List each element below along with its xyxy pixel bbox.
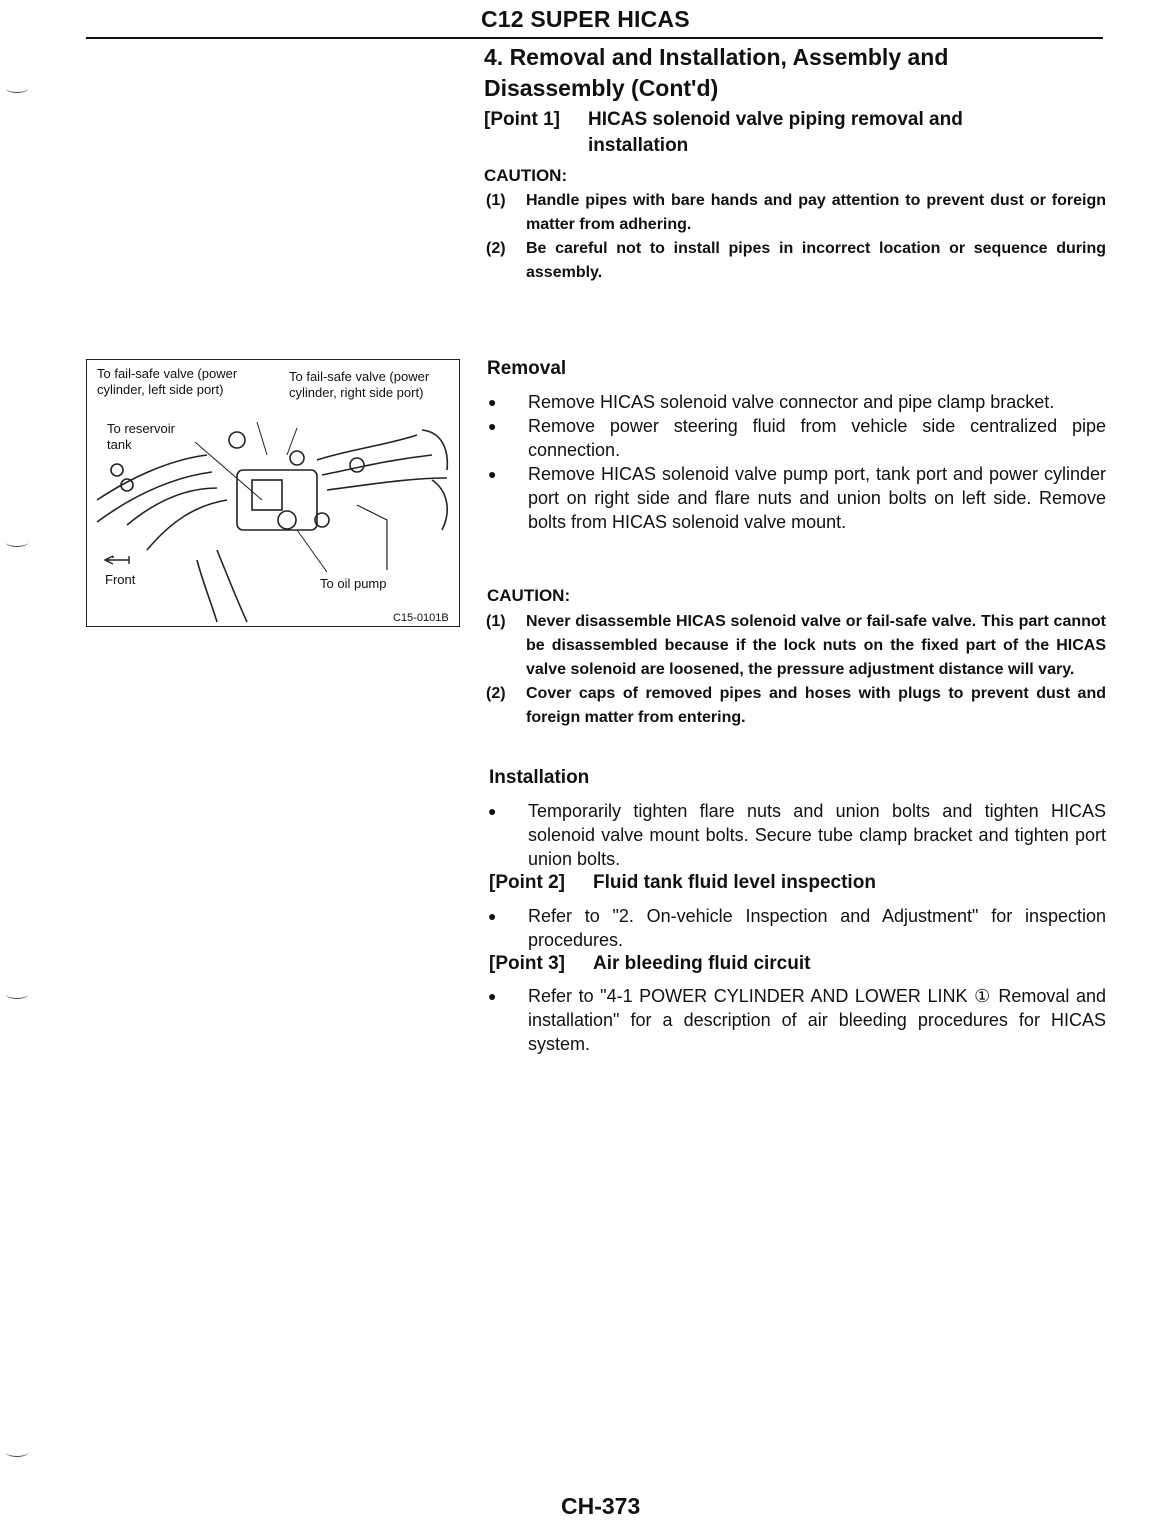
- connector: [229, 432, 245, 448]
- point3-tag: [Point 3]: [489, 953, 565, 974]
- pipe-line: [197, 560, 217, 622]
- caution-item: (1) Never disassemble HICAS solenoid valve or fail-safe valve. This part cannot be disassembled because if the lock nuts on the fixed part of the HICAS valve solenoid are loosened, the pressure adjustment distance will vary.: [486, 613, 1106, 678]
- removal-heading: Removal: [487, 358, 567, 379]
- pipe-line: [217, 550, 247, 622]
- removal-caution-list: [486, 610, 1106, 730]
- figure-label-front: Front: [105, 572, 136, 587]
- caution-item: (2) Be careful not to install pipes in incorrect location or sequence during assembly.: [486, 240, 1106, 281]
- figure-code: C15-0101B: [393, 612, 449, 624]
- connector: [290, 451, 304, 465]
- list-item: ● Refer to "4-1 POWER CYLINDER AND LOWER LINK ① Removal and installation" for a description of air bleeding procedures for HICAS system.: [488, 986, 1106, 1054]
- header-rule: [86, 37, 1103, 39]
- clamp: [111, 464, 123, 476]
- figure-label-left-valve: To fail-safe valve (power cylinder, left side port): [97, 366, 238, 397]
- page-number: CH-373: [561, 1493, 641, 1519]
- solenoid-valve-piping-figure: [86, 359, 460, 627]
- bullet-icon: ●: [488, 803, 497, 819]
- pipe-line: [147, 500, 227, 550]
- removal-bullet-list: [486, 390, 1106, 534]
- bullet-icon: ●: [488, 418, 497, 434]
- caution-item: (1) Handle pipes with bare hands and pay attention to prevent dust or foreign matter from adhering.: [486, 192, 1106, 233]
- leader-line: [297, 530, 327, 572]
- list-item: ● Remove HICAS solenoid valve pump port, tank port and power cylinder port on right side and flare nuts and union bolts on left side. Remove bolts from HICAS solenoid valve mount.: [488, 464, 1106, 532]
- bullet-icon: ●: [488, 988, 497, 1004]
- pipe-line: [327, 478, 447, 490]
- point3-title: Air bleeding fluid circuit: [593, 953, 811, 974]
- pipe-line: [322, 455, 432, 475]
- pipe-line: [432, 480, 447, 530]
- point1-title-line2: installation: [588, 135, 689, 156]
- point2-bullet-list: [486, 904, 1106, 952]
- pipe-line: [97, 455, 207, 500]
- caution-item: (2) Cover caps of removed pipes and hoses with plugs to prevent dust and foreign matter from entering.: [486, 685, 1106, 726]
- bullet-icon: ●: [488, 908, 497, 924]
- section-title: 4. Removal and Installation, Assembly and Disassembly (Cont'd): [484, 44, 949, 101]
- removal-caution-label: CAUTION:: [487, 586, 571, 605]
- installation-bullet-list: [486, 799, 1106, 871]
- point1-caution-label: CAUTION:: [484, 166, 568, 185]
- union-bolt: [278, 511, 296, 529]
- pipe-line: [317, 435, 417, 460]
- bullet-icon: ●: [488, 394, 497, 410]
- figure-label-reservoir: To reservoir tank: [107, 421, 175, 452]
- point1-heading: [484, 107, 1104, 159]
- point3-heading: [489, 951, 810, 977]
- list-item: ● Remove power steering fluid from vehicle side centralized pipe connection.: [488, 416, 1106, 460]
- margin-mark: [6, 990, 28, 999]
- connector: [350, 458, 364, 472]
- point2-heading: [489, 870, 876, 896]
- header-title: C12 SUPER HICAS: [481, 6, 690, 32]
- point2-title: Fluid tank fluid level inspection: [593, 872, 876, 893]
- margin-mark: [6, 1448, 28, 1457]
- installation-heading: Installation: [489, 767, 590, 788]
- pipe-line: [97, 472, 212, 522]
- list-item: ● Remove HICAS solenoid valve connector and pipe clamp bracket.: [488, 392, 1055, 412]
- point1-tag: [Point 1]: [484, 109, 560, 130]
- pipe-line: [357, 505, 387, 570]
- bullet-icon: ●: [488, 466, 497, 482]
- margin-mark: [6, 538, 28, 547]
- point1-title-line1: HICAS solenoid valve piping removal and: [588, 109, 963, 130]
- point1-caution-list: [486, 189, 1106, 285]
- leader-line: [257, 422, 267, 455]
- figure-label-right-valve: To fail-safe valve (power cylinder, right side port): [289, 369, 430, 400]
- figure-label-oil-pump: To oil pump: [320, 576, 387, 591]
- pipe-line: [422, 430, 447, 470]
- margin-mark: [6, 84, 28, 93]
- point2-tag: [Point 2]: [489, 872, 565, 893]
- front-arrow: [105, 556, 129, 564]
- point3-bullet-list: [486, 984, 1106, 1056]
- leader-line: [195, 442, 262, 500]
- valve-body: [237, 470, 317, 530]
- list-item: ● Temporarily tighten flare nuts and union bolts and tighten HICAS solenoid valve mount bolts. Secure tube clamp bracket and tighten port union bolts.: [488, 801, 1106, 869]
- list-item: ● Refer to "2. On-vehicle Inspection and Adjustment" for inspection procedures.: [488, 906, 1106, 950]
